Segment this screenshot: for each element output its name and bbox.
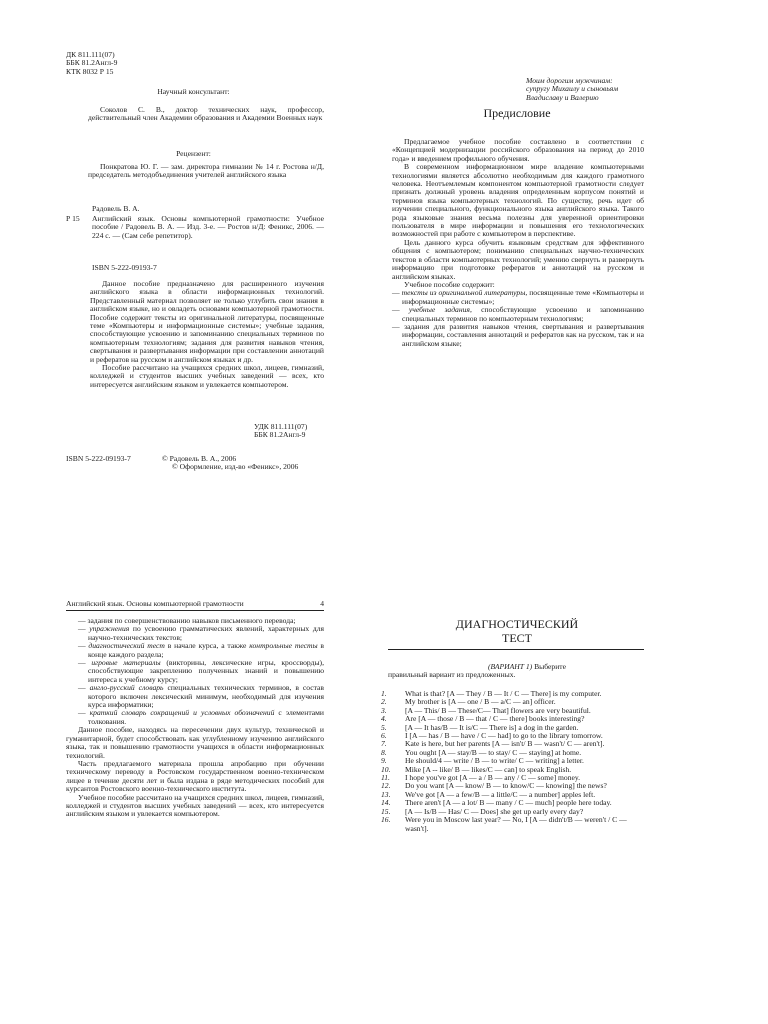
question-text: There aren't [A — a lot/ B — many / C — much] people here today.	[405, 798, 612, 808]
question-number: 15.	[381, 806, 391, 816]
author-heading: Радовель В. А.	[92, 204, 140, 213]
test-instruction: (ВАРИАНТ 1) Выберите правильный вариант из предложенных.	[388, 662, 566, 680]
question-number: 12.	[381, 781, 391, 791]
question-number: 2.	[381, 697, 387, 707]
list-item: — тексты из оригинальной литературы, посвященные теме «Компьютеры и информационные системы»;	[392, 288, 644, 306]
page-number: 4	[320, 599, 324, 608]
list-item: — задания для развития навыков чтения, свертывания и развертывания информации, составления аннотаций и рефератов как на русском, так и на английском языке;	[392, 321, 644, 348]
question-text: I [A — has / B — have / C — had] to go to the library tomorrow.	[405, 731, 603, 741]
question-text: I hope you've got [A — a / B — any / C — some] money.	[405, 773, 581, 783]
question-text: Are [A — those / B — that / C — there] books interesting?	[405, 714, 585, 724]
book-code: Р 15	[66, 214, 80, 223]
question-number: 4.	[381, 714, 387, 724]
question-number: 5.	[381, 722, 387, 732]
title-rule	[388, 649, 644, 650]
copyright: © Радовель В. А., 2006 © Оформление, изд-во «Феникс», 2006	[162, 454, 299, 472]
question-number: 11.	[381, 773, 390, 783]
question-number: 14.	[381, 798, 391, 808]
question-list	[381, 689, 644, 833]
list-item: — диагностический тест в начале курса, а также контрольные тесты в конце каждого раздела;	[78, 641, 325, 659]
question-text: We've got [A — a few/B — a little/C — a number] apples left.	[405, 789, 596, 799]
test-question	[381, 815, 644, 833]
preface-body: Предлагаемое учебное пособие составлено в соответствии с «Концепцией модернизации российского образования на период до 2010 года» и введением профильного обучения. В современном информационном мире владение компьютерными технологиями является абсолютно необходимым для каждого грамотного человека. Неотъемлемым компонентом компьютерной грамотности следует признать должный уровень владения определенным корпусом понятий и терминов языка компьютерных технологий. По существу, речь идет об изучении специального, функционального языка английского языка. Такого рода языковые знания весьма полезны для уверенной ориентировки пользователя в мире информации и повышения его технологических возможностей при работе с компьютером в перспективе. Цель данного курса обучить языковым средствам для эффективного общения с компьютером; пониманию специальных научно-технических текстов в области компьютерных технологий; умению свернуть и развернуть информацию при подготовке рефератов и аннотаций на русском и английском языках. Учебное пособие содержит: — тексты из оригинальной литературы, посвященные теме «Компьютеры и информационные системы»; — учебные задания, способствующие усвоению и запоминанию специальных терминов по компьютерным технологиям; — задания для развития навыков чтения, свертывания и развертывания информации, составления аннотаций и рефератов как на русском, так и на английском языке;	[392, 137, 644, 348]
header-rule	[66, 610, 324, 611]
question-number: 9.	[381, 756, 387, 766]
question-number: 13.	[381, 789, 391, 799]
classification-codes: ДК 811.111(07) ББК 81.2Англ-9 КТК 8032 Р 15	[66, 50, 118, 76]
question-text: What is that? [A — They / B — It / C — There] is my computer.	[405, 689, 602, 698]
question-text: Mike [A -- like/ B — likes/C — can] to speak English.	[405, 764, 572, 774]
preface-title: Предисловие	[483, 106, 551, 120]
question-text: [A — This/ B — These/C— That] flowers are very beautiful.	[405, 705, 591, 715]
question-text: You ought [A — stay/B — to stay/ C — staying] at home.	[405, 747, 582, 757]
book-description: Английский язык. Основы компьютерной грамотности: Учебное пособие / Радовель В. А. — Изд. 3-е. — Ростов н/Д: Феникс, 2006. — 224 с. — (Сам себе репетитор).	[92, 214, 324, 240]
list-item: — краткий словарь сокращений и условных обозначений с элементами толкования.	[78, 708, 324, 726]
question-text: Were you in Moscow last year? — No, I [A — didn't/B — weren't / C — wasn't].	[405, 815, 627, 833]
question-text: [A — It has/B — It is/C — There is] a dog in the garden.	[405, 722, 579, 732]
list-item: — упражнения по усвоению грамматических явлений, характерных для научно-технических текстов;	[78, 624, 324, 642]
question-text: [A — Is/B — Has/ C — Does] she get up early every day?	[405, 806, 584, 816]
question-number: 3.	[381, 705, 387, 715]
question-text: He should/4 — write / B — to write/ C — writing] a letter.	[405, 756, 584, 766]
list-item: — англо-русский словарь специальных технических терминов, в состав которого включен лексический минимум, необходимый для изучения курса информатики;	[78, 683, 325, 710]
dedication: Моим дорогим мужчинам: супругу Михаилу и сыновьям Владиславу и Валерию	[526, 76, 619, 102]
running-head: Английский язык. Основы компьютерной грамотности	[66, 599, 244, 608]
reviewer-heading: Рецензент:	[176, 149, 211, 158]
question-number: 10.	[381, 764, 391, 774]
abstract: Данное пособие предназначено для расширенного изучения английского языка в области информационных технологий. Представленный материал позволяет не только углубить свои знания в английском языке, но и овладеть основами компьютерной грамотности. Пособие содержит тексты из оригинальной литературы, посвященные теме «Компьютеры и информационные системы»; учебные задания, способствующие усвоению и запоминанию специальных терминов по компьютерным технологиям; задания для развития навыков чтения, свертывания и развертывания информации при составлении аннотаций и рефератов на русском и английском языках и др. Пособие рассчитано на учащихся средних школ, лицеев, гимназий, колледжей и студентов высших учебных заведений — всех, кто интересуется английским языком и увлекается компьютером.	[90, 279, 324, 389]
test-title: ДИАГНОСТИЧЕСКИЙ ТЕСТ	[455, 617, 579, 645]
reviewer-text: Понкратова Ю. Г. — зам. директора гимназии № 14 г. Ростова н/Д, председатель методобъединения учителей английского языка	[88, 162, 324, 180]
question-number: 6.	[381, 731, 387, 741]
list-item: — задания по совершенствованию навыков письменного перевода;	[78, 616, 296, 625]
question-text: Do you want [A — know/ B — to know/C — knowing] the news?	[405, 781, 607, 791]
consultant-heading: Научный консультант:	[157, 87, 230, 96]
isbn-line: ISBN 5-222-09193-7	[92, 263, 157, 272]
isbn-bottom: ISBN 5-222-09193-7	[66, 454, 131, 463]
udk-bottom: УДК 811.111(07) ББК 81.2Англ-9	[254, 422, 308, 440]
question-text: Kate is here, but her parents [A — isn't/ B — wasn't/ C — aren't].	[405, 739, 605, 749]
question-number: 16.	[381, 815, 391, 825]
list-item: — игровые материалы (викторины, лексические игры, кроссворды), способствующие закреплению полученных знаний и повышению интереса к учебному курсу;	[78, 658, 324, 684]
left-column: — задания по совершенствованию навыков письменного перевода; — упражнения по усвоению грамматических явлений, характерных для научно-технических текстов; — диагностический тест в начале курса, а также контрольные тесты в конце каждого раздела; — игровые материалы (викторины, лексические игры, кроссворды), способствующие закреплению полученных знаний и повышению интереса к учебному курсу; — англо-русский словарь специальных технических терминов, в состав которого включен лексический минимум, необходимый для изучения курса информатики; — краткий словарь сокращений и условных обозначений с элементами толкования. Данное пособие, находясь на пересечении двух культур, технической и гуманитарной, будет способствовать как углубленному изучению английского языка, так и повышению грамотности учащихся в области информационных технологий. Часть предлагаемого материала прошла апробацию при обучении техническому переводу в Ростовском государственном военно-техническом лицее в течение десяти лет и была издана в ряде методических пособий для курсантов Ростовского военно-технического института. Учебное пособие рассчитано на учащихся средних школ, лицеев, гимназий, колледжей и студентов высших учебных заведений — всех, кто интересуется английским языком и увлекается компьютером.	[66, 616, 325, 819]
list-item: — учебные задания, способствующие усвоению и запоминанию специальных терминов по компьютерным технологиям;	[392, 305, 644, 323]
question-text: My brother is [A — one / B — a/C — an] officer.	[405, 697, 556, 707]
question-number: 8.	[381, 747, 387, 757]
question-number: 1.	[381, 689, 387, 698]
consultant-text: Соколов С. В., доктор технических наук, профессор, действительный член Академии образования и Академии Военных наук	[88, 105, 324, 123]
question-number: 7.	[381, 739, 387, 749]
